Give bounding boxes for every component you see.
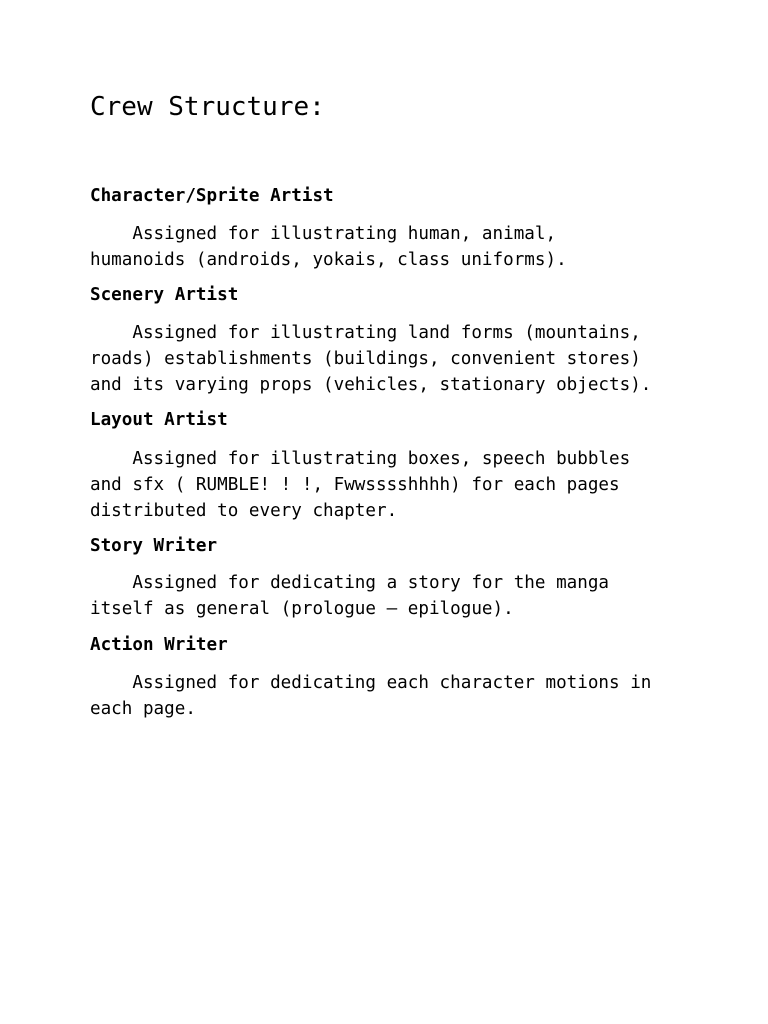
description-line: Assigned for illustrating boxes, speech bubbles [90,449,631,469]
description-line: and sfx ( RUMBLE! ! !, Fwwsssshhhh) for each pages [90,475,620,495]
description-line: Assigned for illustrating land forms (mountains, [90,323,641,343]
role-description-story-writer [90,570,690,622]
role-heading-scenery-artist: Scenery Artist [90,285,239,305]
description-line: Assigned for dedicating a story for the manga [90,573,610,593]
role-description-layout-artist [90,446,690,524]
description-line: itself as general (prologue – epilogue). [90,599,514,619]
description-line: roads) establishments (buildings, convenient stores) [90,349,641,369]
role-heading-layout-artist: Layout Artist [90,410,228,430]
role-description-action-writer [90,670,690,722]
role-description-character-sprite-artist [90,221,690,273]
description-line: each page. [90,699,196,719]
role-heading-action-writer: Action Writer [90,635,228,655]
description-line: Assigned for dedicating each character motions in [90,673,652,693]
role-description-scenery-artist [90,320,690,398]
description-line: distributed to every chapter. [90,501,398,521]
description-line: humanoids (androids, yokais, class uniforms). [90,250,567,270]
role-heading-character-sprite-artist: Character/Sprite Artist [90,186,334,206]
role-heading-story-writer: Story Writer [90,536,218,556]
description-line: Assigned for illustrating human, animal, [90,224,557,244]
page-title: Crew Structure: [90,92,325,122]
description-line: and its varying props (vehicles, stationary objects). [90,375,652,395]
